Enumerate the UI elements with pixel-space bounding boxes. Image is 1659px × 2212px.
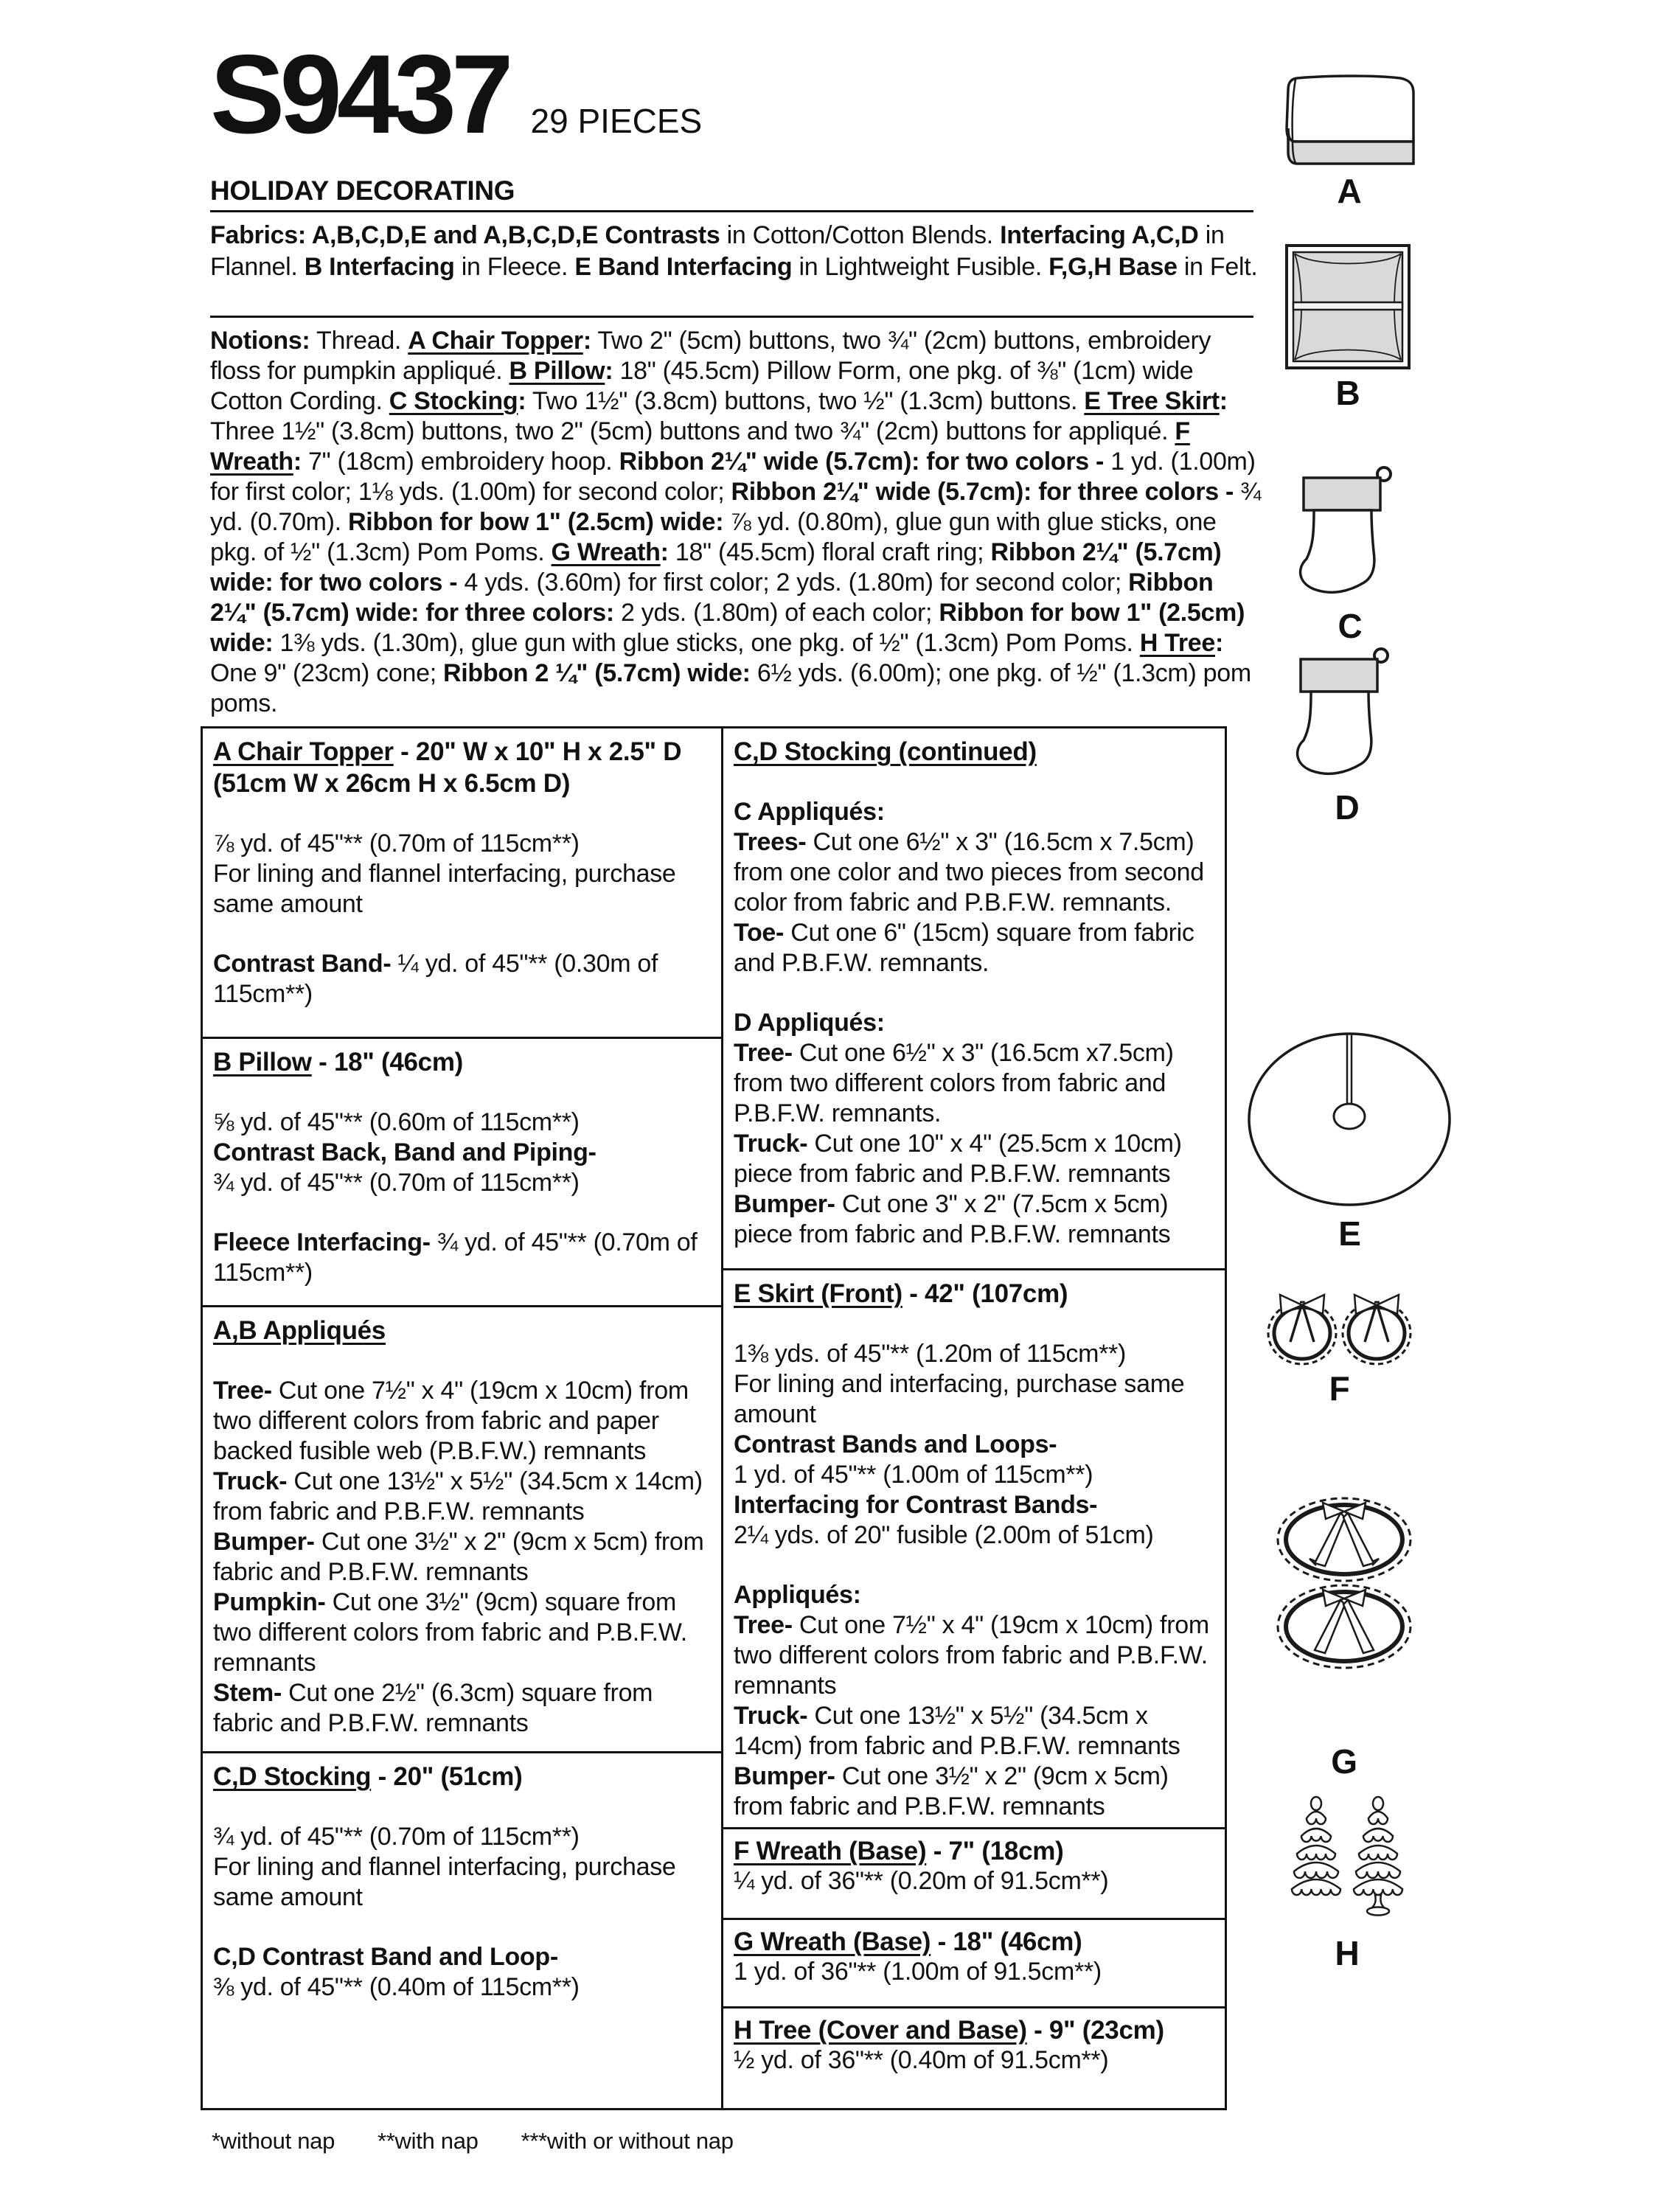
section-h-tree <box>723 2006 1225 2108</box>
section-text <box>213 1228 706 1288</box>
legend-with-nap: **with nap <box>378 2128 479 2154</box>
section-text <box>734 1580 1210 1610</box>
view-d-illustration <box>1292 646 1402 787</box>
text-segment: F,G,H Base <box>1048 253 1178 281</box>
section-heading <box>734 1837 1210 1866</box>
text-segment: ¾ yd. of 45"** (0.70m of 115cm**) <box>213 1823 580 1851</box>
section-text <box>734 1761 1210 1822</box>
pillow-drawing <box>1284 243 1411 370</box>
section-text <box>734 1430 1210 1460</box>
text-segment: Cut one 3½" x 2" (9cm x 5cm) from fabric and P.B.F.W. remnants <box>213 1528 704 1586</box>
text-segment: Cut one 13½" x 5½" (34.5cm x 14cm) from fabric and P.B.F.W. remnants <box>734 1702 1180 1760</box>
view-f-label: F <box>1329 1369 1350 1408</box>
text-segment: A Chair Topper <box>408 327 583 355</box>
text-segment: A,B Appliqués <box>213 1316 386 1345</box>
text-segment: Bumper- <box>734 1762 835 1790</box>
yardage-column-left <box>203 728 723 2108</box>
text-segment: Three 1½" (3.8cm) buttons, two 2" (5cm) buttons and two ¾" (2cm) buttons for appliqué. <box>210 417 1175 445</box>
text-segment: Fleece Interfacing- <box>213 1228 431 1256</box>
text-segment: Tree- <box>734 1039 793 1067</box>
section-text <box>213 1138 706 1168</box>
text-segment: Cut one 3" x 2" (7.5cm x 5cm) piece from fabric and P.B.F.W. remnants <box>734 1190 1171 1248</box>
view-g-illustration <box>1274 1494 1414 1740</box>
small-wreath-pair-drawing <box>1264 1289 1415 1368</box>
section-text <box>734 1189 1210 1250</box>
text-segment: Interfacing for Contrast Bands- <box>734 1491 1098 1519</box>
text-segment: : <box>582 327 591 355</box>
section-a-chair-topper <box>203 728 721 1037</box>
text-segment: Bumper- <box>734 1190 835 1218</box>
text-segment: 7" (18cm) embroidery hoop. <box>301 448 619 476</box>
text-segment: Ribbon for bow 1" (2.5cm) wide: <box>347 508 731 536</box>
section-text <box>213 1678 706 1739</box>
text-segment: Tree- <box>213 1377 272 1405</box>
text-segment: Cut one 13½" x 5½" (34.5cm x 14cm) from fabric and P.B.F.W. remnants <box>213 1467 703 1526</box>
section-text <box>734 1520 1210 1551</box>
section-text <box>734 1610 1210 1701</box>
section-text <box>734 1701 1210 1761</box>
view-b-label: B <box>1335 374 1360 412</box>
text-segment: ¼ yd. of 45"** (0.30m of 115cm**) <box>213 950 658 1008</box>
text-segment: 2 yds. (1.80m) of each color; <box>621 599 939 627</box>
text-segment: - 18" (46cm) <box>311 1048 464 1077</box>
text-segment: E Tree Skirt <box>1084 387 1220 415</box>
text-segment: 18" (45.5cm) Pillow Form, one pkg. of ⅜" (1cm) wide Cotton Cording. <box>210 357 1194 415</box>
text-segment: Cut one 10" x 4" (25.5cm x 10cm) piece from fabric and P.B.F.W. remnants <box>734 1130 1182 1188</box>
view-e-illustration <box>1245 1029 1455 1210</box>
section-text <box>734 1008 1210 1038</box>
section-text <box>213 829 706 859</box>
section-text <box>213 1822 706 1852</box>
text-segment: in Lightweight Fusible. <box>792 253 1049 281</box>
text-segment: Ribbon 2¼" wide (5.7cm): for three colors - <box>731 478 1241 506</box>
text-segment: - 18" (46cm) <box>931 1927 1082 1956</box>
section-text <box>213 1376 706 1467</box>
section-text <box>734 1369 1210 1430</box>
text-segment: Truck- <box>734 1702 808 1730</box>
text-segment: 1 yd. (1.00m) for first color; 1⅛ yds. (1.00m) for second color; <box>210 448 1256 506</box>
section-text <box>734 1129 1210 1189</box>
text-segment: Notions: <box>210 327 310 355</box>
view-a-illustration <box>1279 74 1419 168</box>
text-segment: ¾ yd. of 45"** (0.70m of 115cm**) <box>213 1169 580 1197</box>
text-segment: Cut one 7½" x 4" (19cm x 10cm) from two different colors from fabric and P.B.F.W. remnants <box>734 1611 1209 1700</box>
text-segment: 2¼ yds. of 20" fusible (2.00m of 51cm) <box>734 1521 1154 1549</box>
text-segment: Fabrics: A,B,C,D,E and A,B,C,D,E Contrasts <box>210 221 720 249</box>
text-segment: Cut one 6" (15cm) square from fabric and P.B.F.W. remnants. <box>734 919 1194 977</box>
view-f-illustration <box>1264 1289 1415 1368</box>
text-segment: in Fleece. <box>454 253 575 281</box>
text-segment: Tree- <box>734 1611 793 1639</box>
legend-with-or-without-nap: ***with or without nap <box>521 2128 734 2154</box>
section-text <box>213 1972 706 2003</box>
section-cd-stocking-continued <box>723 728 1225 1268</box>
text-segment: 1⅜ yds. (1.30m), glue gun with glue sticks, one pkg. of ½" (1.3cm) Pom Poms. <box>279 629 1140 657</box>
text-segment: C,D Contrast Band and Loop- <box>213 1943 558 1971</box>
view-a-label: A <box>1337 172 1362 210</box>
text-segment: - 20" W x 10" H x 2.5" D (51cm W x 26cm H x 6.5cm D) <box>213 737 682 798</box>
text-segment: ⅝ yd. of 45"** (0.60m of 115cm**) <box>213 1108 580 1136</box>
text-segment: 1 yd. of 36"** (1.00m of 91.5cm**) <box>734 1958 1102 1986</box>
text-segment: F Wreath <box>210 417 1190 476</box>
section-heading <box>734 2016 1210 2045</box>
text-segment: ⅞ yd. (0.80m), glue gun with glue sticks, one pkg. of ½" (1.3cm) Pom Poms. <box>210 508 1217 566</box>
section-text <box>734 1339 1210 1369</box>
category-title: HOLIDAY DECORATING <box>210 175 515 206</box>
masthead <box>210 32 703 157</box>
section-text <box>213 1467 706 1527</box>
pieces-count: 29 PIECES <box>530 102 703 140</box>
section-heading <box>734 1278 1210 1310</box>
yardage-table <box>201 726 1227 2110</box>
text-segment: One 9" (23cm) cone; <box>210 659 443 687</box>
text-segment: For lining and flannel interfacing, purchase same amount <box>213 860 676 918</box>
section-text <box>734 918 1210 978</box>
text-segment: in Felt. <box>1177 253 1258 281</box>
text-segment: 4 yds. (3.60m) for first color; 2 yds. (1.80m) for second color; <box>464 568 1129 597</box>
text-segment: B Pillow <box>213 1048 312 1077</box>
text-segment: ⅞ yd. of 45"** (0.70m of 115cm**) <box>213 830 580 858</box>
divider-line <box>210 316 1253 318</box>
text-segment: Two 2" (5cm) buttons, two ¾" (2cm) buttons, embroidery floss for pumpkin appliqué. <box>210 327 1211 385</box>
section-text <box>734 1957 1210 1987</box>
text-segment: For lining and flannel interfacing, purchase same amount <box>213 1853 676 1911</box>
text-segment: Ribbon 2¼" (5.7cm) wide: for two colors - <box>210 538 1222 597</box>
text-segment: A Chair Topper <box>213 737 394 766</box>
text-segment: 18" (45.5cm) floral craft ring; <box>668 538 991 566</box>
text-segment: Thread. <box>310 327 408 355</box>
text-segment: ½ yd. of 36"** (0.40m of 91.5cm**) <box>734 2046 1109 2074</box>
text-segment: F Wreath (Base) <box>734 1837 927 1865</box>
section-text <box>734 1038 1210 1129</box>
section-e-skirt <box>723 1268 1225 1827</box>
view-b-illustration <box>1284 243 1411 370</box>
text-segment: Pumpkin- <box>213 1588 326 1616</box>
section-ab-appliques <box>203 1305 721 1751</box>
text-segment: - 9" (23cm) <box>1026 2016 1164 2045</box>
section-text <box>213 1587 706 1678</box>
text-segment: Ribbon 2 ¼" (5.7cm) wide: <box>443 659 757 687</box>
text-segment: Truck- <box>734 1130 808 1158</box>
stocking-drawing <box>1295 465 1405 606</box>
view-c-label: C <box>1338 607 1363 645</box>
text-segment: Ribbon 2¼" (5.7cm) wide: for three colors: <box>210 568 1214 627</box>
section-text <box>213 949 706 1009</box>
text-segment: Appliqués: <box>734 1581 861 1609</box>
section-text <box>213 1107 706 1138</box>
text-segment: Toe- <box>734 919 785 947</box>
section-text <box>734 797 1210 827</box>
text-segment: Cut one 3½" (9cm) square from two different colors from fabric and P.B.F.W. remnants <box>213 1588 687 1677</box>
text-segment: Ribbon 2¼" wide (5.7cm): for two colors - <box>619 448 1111 476</box>
section-heading <box>213 1315 706 1346</box>
text-segment: ¼ yd. of 36"** (0.20m of 91.5cm**) <box>734 1867 1109 1895</box>
text-segment: 1⅜ yds. of 45"** (1.20m of 115cm**) <box>734 1340 1126 1368</box>
text-segment: 1 yd. of 45"** (1.00m of 115cm**) <box>734 1461 1093 1489</box>
notions-paragraph <box>210 326 1266 719</box>
text-segment: Cut one 7½" x 4" (19cm x 10cm) from two different colors from fabric and paper backed fusible web (P.B.F.W.) remnants <box>213 1377 689 1465</box>
text-segment: : <box>293 448 302 476</box>
section-text <box>213 1852 706 1913</box>
text-segment: - 20" (51cm) <box>371 1762 523 1791</box>
section-g-wreath <box>723 1918 1225 2006</box>
section-text <box>213 859 706 919</box>
pattern-number: S9437 <box>210 32 509 157</box>
text-segment: Contrast Bands and Loops- <box>734 1430 1057 1458</box>
chair-topper-drawing <box>1279 74 1419 168</box>
yardage-column-right <box>723 728 1225 2108</box>
text-segment: Trees- <box>734 828 807 856</box>
text-segment: B Pillow <box>509 357 605 385</box>
text-segment: C,D Stocking <box>213 1762 372 1791</box>
nap-legend <box>212 2128 734 2154</box>
text-segment: H Tree (Cover and Base) <box>734 2016 1027 2045</box>
text-segment: in Flannel. <box>210 221 1225 281</box>
text-segment: B Interfacing <box>304 253 455 281</box>
section-heading <box>734 1927 1210 1957</box>
text-segment: Interfacing A,C,D <box>1000 221 1199 249</box>
view-e-label: E <box>1338 1214 1361 1253</box>
text-segment: 6½ yds. (6.00m); one pkg. of ½" (1.3cm) pom poms. <box>210 659 1251 717</box>
section-text <box>734 2045 1210 2076</box>
text-segment: G Wreath (Base) <box>734 1927 931 1956</box>
text-segment: Ribbon for bow 1" (2.5cm) wide: <box>210 599 1245 657</box>
text-segment: For lining and interfacing, purchase same amount <box>734 1370 1185 1428</box>
text-segment: in Cotton/Cotton Blends. <box>720 221 1001 249</box>
section-heading <box>213 1046 706 1078</box>
text-segment: : <box>605 357 613 385</box>
view-h-illustration <box>1289 1793 1405 1932</box>
text-segment: Truck- <box>213 1467 288 1495</box>
text-segment: Cut one 3½" x 2" (9cm x 5cm) from fabric and P.B.F.W. remnants <box>734 1762 1169 1820</box>
text-segment: : <box>518 387 526 415</box>
text-segment: Contrast Back, Band and Piping- <box>213 1138 597 1166</box>
cone-tree-pair-drawing <box>1289 1793 1405 1932</box>
large-wreath-pair-drawing <box>1274 1494 1414 1740</box>
text-segment: - 7" (18cm) <box>926 1837 1064 1865</box>
tree-skirt-drawing <box>1245 1029 1455 1210</box>
text-segment: C Stocking <box>389 387 518 415</box>
section-text <box>734 827 1210 918</box>
section-text <box>213 1942 706 1972</box>
section-heading <box>734 736 1210 768</box>
text-segment: Cut one 6½" x 3" (16.5cm x 7.5cm) from one color and two pieces from second color from fabric and P.B.F.W. remnants. <box>734 828 1204 917</box>
text-segment: H Tree <box>1139 629 1215 657</box>
divider-line <box>210 210 1253 212</box>
section-text <box>213 1168 706 1198</box>
legend-without-nap: *without nap <box>212 2128 335 2154</box>
section-text <box>734 1490 1210 1520</box>
text-segment: D Appliqués: <box>734 1009 885 1037</box>
text-segment: : <box>1214 629 1224 657</box>
stocking-drawing <box>1292 646 1402 787</box>
view-g-label: G <box>1331 1742 1357 1781</box>
section-text <box>734 1460 1210 1490</box>
text-segment: Stem- <box>213 1679 282 1707</box>
text-segment: : <box>660 538 669 566</box>
section-b-pillow <box>203 1037 721 1305</box>
text-segment: Contrast Band- <box>213 950 392 978</box>
text-segment: C,D Stocking (continued) <box>734 737 1037 766</box>
text-segment: E Skirt (Front) <box>734 1279 902 1308</box>
text-segment: - 42" (107cm) <box>902 1279 1068 1308</box>
section-text <box>213 1527 706 1587</box>
text-segment: C Appliqués: <box>734 798 885 826</box>
text-segment: : <box>1219 387 1228 415</box>
text-segment: Bumper- <box>213 1528 315 1556</box>
text-segment: ⅜ yd. of 45"** (0.40m of 115cm**) <box>213 1973 580 2001</box>
text-segment: ¾ yd. (0.70m). <box>210 478 1262 536</box>
text-segment: ¾ yd. of 45"** (0.70m of 115cm**) <box>213 1228 698 1287</box>
text-segment: G Wreath <box>551 538 661 566</box>
view-c-illustration <box>1295 465 1405 606</box>
text-segment: Two 1½" (3.8cm) buttons, two ½" (1.3cm) buttons. <box>526 387 1085 415</box>
view-h-label: H <box>1335 1934 1360 1972</box>
view-d-label: D <box>1335 788 1360 827</box>
text-segment: Cut one 6½" x 3" (16.5cm x7.5cm) from two different colors from fabric and P.B.F.W. remnants. <box>734 1039 1174 1127</box>
section-text <box>734 1866 1210 1896</box>
section-heading <box>213 1761 706 1792</box>
section-cd-stocking <box>203 1751 721 2108</box>
section-heading <box>213 736 706 799</box>
fabrics-paragraph <box>210 220 1261 283</box>
text-segment: Cut one 2½" (6.3cm) square from fabric and P.B.F.W. remnants <box>213 1679 653 1737</box>
text-segment: E Band Interfacing <box>574 253 793 281</box>
section-f-wreath <box>723 1827 1225 1918</box>
